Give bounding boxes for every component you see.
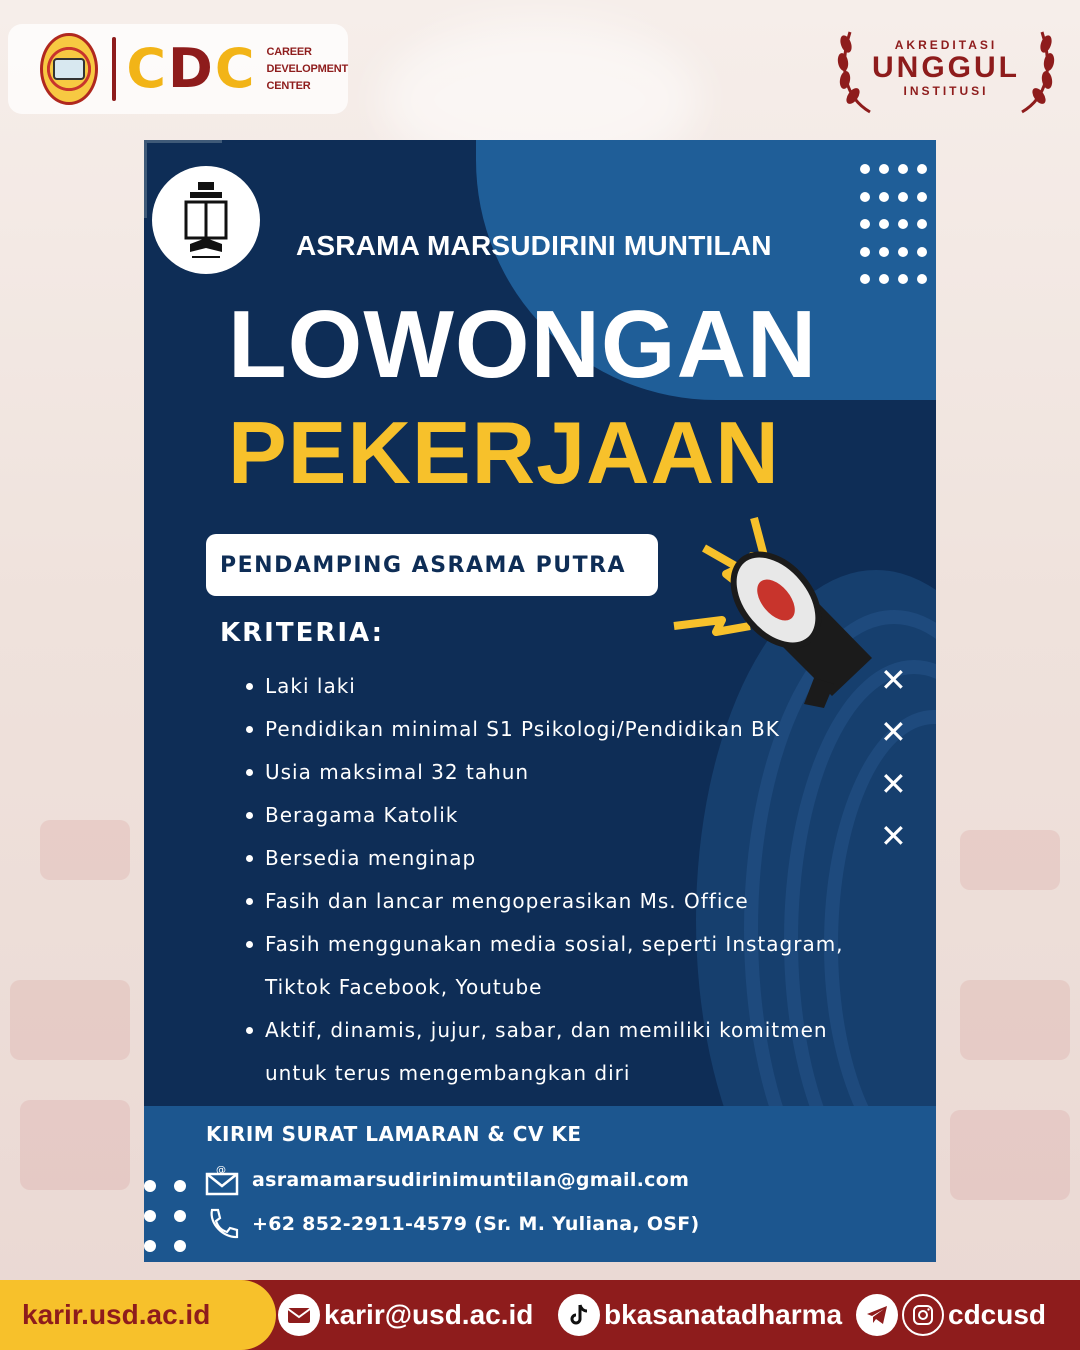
- cross-icon: ✕: [880, 817, 907, 855]
- job-poster: [144, 140, 936, 1262]
- criteria-title: KRITERIA:: [220, 618, 385, 648]
- list-item: Aktif, dinamis, jujur, sabar, dan memiliki komitmen untuk terus mengembangkan diri: [246, 1009, 846, 1095]
- laurel-icon: [836, 24, 876, 116]
- criteria-list: [246, 665, 846, 1095]
- website-link[interactable]: karir.usd.ac.id: [0, 1280, 276, 1350]
- email-icon: [204, 1162, 240, 1198]
- cdc-subtitle: CAREER DEVELOPMENT CENTER: [266, 45, 348, 92]
- accreditation-badge: [836, 20, 1056, 120]
- list-item: Pendidikan minimal S1 Psikologi/Pendidikan BK: [246, 708, 846, 751]
- laurel-icon: [1016, 24, 1056, 116]
- asrama-logo: [152, 166, 260, 274]
- decorative-dots: [860, 164, 936, 294]
- decorative-dots: [144, 1180, 194, 1252]
- list-item: Fasih dan lancar mengoperasikan Ms. Office: [246, 880, 846, 923]
- contact-email[interactable]: @ asramamarsudirinimuntilan@gmail.com: [204, 1162, 689, 1198]
- cross-icon: ✕: [880, 661, 907, 699]
- list-item: Fasih menggunakan media sosial, seperti Instagram, Tiktok Facebook, Youtube: [246, 923, 846, 1009]
- accreditation-top: AKREDITASI: [894, 38, 998, 52]
- instagram-icon: [902, 1294, 944, 1336]
- position-label: PENDAMPING ASRAMA PUTRA: [206, 534, 658, 596]
- phone-icon: [204, 1206, 240, 1242]
- accreditation-bottom: INSTITUSI: [903, 84, 989, 98]
- decorative-crosses: [880, 662, 910, 870]
- cross-icon: ✕: [880, 765, 907, 803]
- university-seal-icon: [40, 33, 98, 105]
- accreditation-level: UNGGUL: [872, 51, 1020, 84]
- footer-bar: [0, 1280, 1080, 1350]
- footer-instagram[interactable]: cdcusd: [856, 1280, 1046, 1350]
- tiktok-icon: [558, 1294, 600, 1336]
- contact-phone[interactable]: +62 852-2911-4579 (Sr. M. Yuliana, OSF): [204, 1206, 700, 1242]
- contact-section: [144, 1106, 936, 1262]
- list-item: Bersedia menginap: [246, 837, 846, 880]
- title-pekerjaan: PEKERJAAN: [228, 403, 780, 502]
- list-item: Usia maksimal 32 tahun: [246, 751, 846, 794]
- cdc-logo-block: [8, 24, 348, 114]
- svg-text:@: @: [216, 1165, 226, 1176]
- footer-tiktok[interactable]: bkasanatadharma: [558, 1280, 842, 1350]
- list-item: Beragama Katolik: [246, 794, 846, 837]
- title-lowongan: LOWONGAN: [228, 291, 818, 398]
- send-title: KIRIM SURAT LAMARAN & CV KE: [206, 1122, 582, 1146]
- asrama-emblem-icon: [176, 178, 236, 262]
- list-item: Laki laki: [246, 665, 846, 708]
- email-icon: [278, 1294, 320, 1336]
- cdc-logo: CDC: [126, 37, 257, 100]
- organization-name: ASRAMA MARSUDIRINI MUNTILAN: [296, 230, 772, 261]
- telegram-icon: [856, 1294, 898, 1336]
- cross-icon: ✕: [880, 713, 907, 751]
- footer-email[interactable]: karir@usd.ac.id: [278, 1280, 533, 1350]
